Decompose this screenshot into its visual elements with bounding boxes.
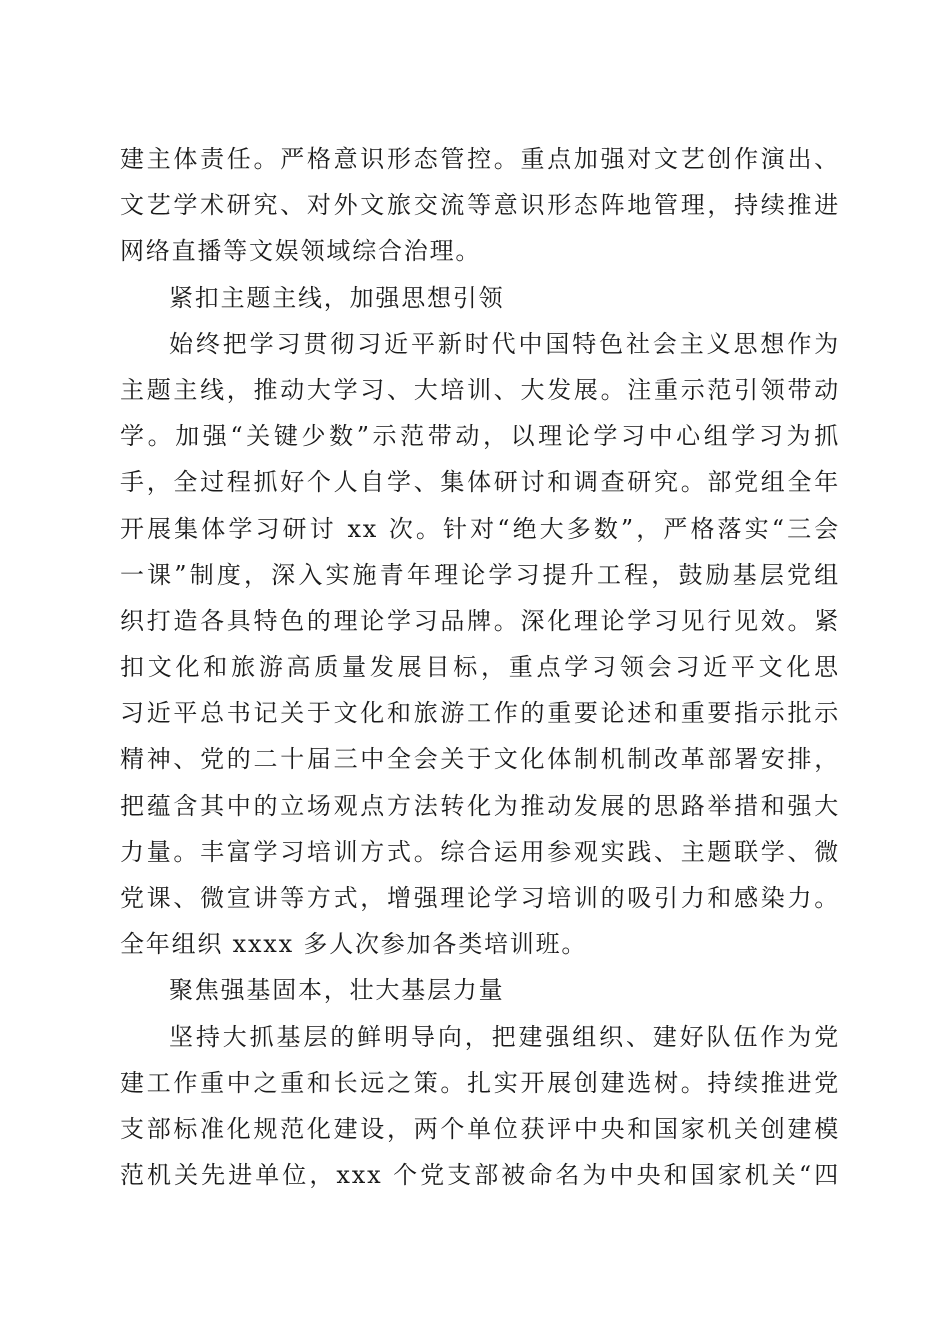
text-line: 扣文化和旅游高质量发展目标，重点学习领会习近平文化思 bbox=[120, 653, 840, 682]
text-line: 始终把学习贯彻习近平新时代中国特色社会主义思想作为 bbox=[169, 329, 840, 358]
text-line: 网络直播等文娱领域综合治理。 bbox=[120, 237, 482, 266]
section-heading: 聚焦强基固本，壮大基层力量 bbox=[169, 976, 505, 1005]
text-line: 习近平总书记关于文化和旅游工作的重要论述和重要指示批示 bbox=[120, 699, 840, 728]
text-line: 建主体责任。严格意识形态管控。重点加强对文艺创作演出、 bbox=[120, 145, 840, 173]
text-line: 支部标准化规范化建设，两个单位获评中央和国家机关创建模 bbox=[120, 1114, 840, 1143]
text-line: 党课、微宣讲等方式，增强理论学习培训的吸引力和感染力。 bbox=[120, 884, 840, 912]
text-line: 全年组织 xxxx 多人次参加各类培训班。 bbox=[120, 930, 588, 959]
text-line: 把蕴含其中的立场观点方法转化为推动发展的思路举措和强大 bbox=[120, 791, 840, 820]
text-line: 织打造各具特色的理论学习品牌。深化理论学习见行见效。紧 bbox=[120, 606, 840, 635]
text-line: 精神、党的二十届三中全会关于文化体制机制改革部署安排， bbox=[120, 745, 840, 774]
body-text bbox=[120, 136, 840, 1198]
text-line: 范机关先进单位，xxx 个党支部被命名为中央和国家机关“四 bbox=[120, 1161, 840, 1190]
text-line: 文艺学术研究、对外文旅交流等意识形态阵地管理，持续推进 bbox=[120, 191, 840, 220]
text-line: 坚持大抓基层的鲜明导向，把建强组织、建好队伍作为党 bbox=[169, 1022, 840, 1051]
text-line: 一课”制度，深入实施青年理论学习提升工程，鼓励基层党组 bbox=[120, 560, 840, 589]
text-line: 建工作重中之重和长远之策。扎实开展创建选树。持续推进党 bbox=[120, 1068, 840, 1097]
section-heading: 紧扣主题主线，加强思想引领 bbox=[169, 283, 505, 312]
text-line: 主题主线，推动大学习、大培训、大发展。注重示范引领带动 bbox=[120, 375, 840, 404]
text-line: 手，全过程抓好个人自学、集体研讨和调查研究。部党组全年 bbox=[120, 468, 840, 497]
text-line: 开展集体学习研讨 xx 次。针对“绝大多数”，严格落实“三会 bbox=[120, 514, 840, 543]
text-line: 学。加强“关键少数”示范带动，以理论学习中心组学习为抓 bbox=[120, 422, 840, 451]
text-line: 力量。丰富学习培训方式。综合运用参观实践、主题联学、微 bbox=[120, 837, 840, 866]
